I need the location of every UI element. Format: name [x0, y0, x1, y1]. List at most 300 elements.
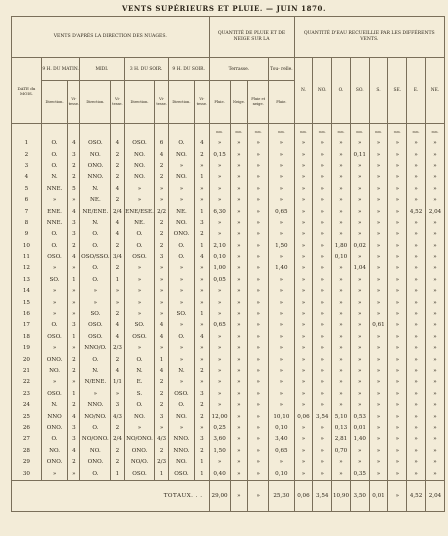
table-cell: 1 [155, 468, 168, 480]
table-cell: 1,80 [332, 241, 351, 252]
table-cell: » [294, 184, 313, 195]
table-cell: » [294, 172, 313, 183]
table-cell: 4 [195, 332, 209, 343]
table-cell: O. [41, 320, 67, 331]
table-cell: 1,40 [350, 434, 369, 445]
table-cell: » [313, 252, 332, 263]
table-cell: O. [168, 400, 194, 411]
table-cell: » [230, 354, 248, 365]
table-cell: » [425, 229, 444, 240]
date-cell: 29 [12, 457, 42, 468]
table-cell: » [248, 149, 269, 160]
table-cell: OSO. [168, 468, 194, 480]
table-cell: » [230, 297, 248, 308]
table-cell: » [124, 297, 155, 308]
table-cell: SO. [80, 309, 111, 320]
table-cell: 0,53 [350, 411, 369, 422]
table-cell: » [41, 286, 67, 297]
table-cell: » [425, 457, 444, 468]
date-cell: 7 [12, 206, 42, 217]
table-cell: » [369, 343, 388, 354]
table-cell: O. [41, 434, 67, 445]
table-cell: » [369, 286, 388, 297]
table-cell: » [332, 286, 351, 297]
table-cell: » [388, 229, 407, 240]
table-cell: » [195, 297, 209, 308]
table-cell: » [425, 218, 444, 229]
table-cell: » [269, 138, 294, 149]
table-cell: » [407, 320, 426, 331]
header-date: DATE du MOIS. [12, 58, 42, 124]
table-cell: 2/4 [111, 206, 124, 217]
table-cell: » [230, 400, 248, 411]
table-cell: » [269, 184, 294, 195]
table-cell: 2 [195, 411, 209, 422]
table-cell: » [124, 423, 155, 434]
table-cell: 0,25 [209, 423, 230, 434]
table-cell: ONO. [41, 354, 67, 365]
table-cell: » [407, 184, 426, 195]
page-title: VENTS SUPÉRIEURS ET PLUIE. — JUIN 1870. [121, 4, 327, 13]
table-cell: » [313, 320, 332, 331]
table-cell: » [388, 389, 407, 400]
table-cell: » [230, 411, 248, 422]
table-cell: 2 [195, 400, 209, 411]
table-cell: » [168, 423, 194, 434]
table-cell: 2 [111, 172, 124, 183]
table-cell: 2/3 [111, 343, 124, 354]
table-cell: » [369, 149, 388, 160]
table-cell: » [350, 172, 369, 183]
table-cell: » [425, 172, 444, 183]
table-cell: » [294, 389, 313, 400]
table-cell: » [407, 172, 426, 183]
table-cell: » [155, 286, 168, 297]
table-cell: NO. [168, 149, 194, 160]
table-cell: » [269, 229, 294, 240]
table-cell: » [269, 309, 294, 320]
table-cell: » [230, 161, 248, 172]
table-cell: OSO. [168, 389, 194, 400]
table-cell: 3,40 [269, 434, 294, 445]
table-cell: » [313, 149, 332, 160]
header-vitesse: Vi- tesse. [195, 81, 209, 124]
table-cell: » [407, 343, 426, 354]
table-cell: » [269, 332, 294, 343]
table-cell: » [388, 468, 407, 480]
table-cell: NO. [124, 161, 155, 172]
table-row [12, 241, 445, 252]
table-cell: » [350, 275, 369, 286]
table-cell: » [269, 275, 294, 286]
table-cell: O. [124, 400, 155, 411]
table-cell: » [388, 286, 407, 297]
table-cell: » [388, 332, 407, 343]
table-cell: 2 [68, 172, 80, 183]
table-cell: 0,35 [350, 468, 369, 480]
table-cell: 2 [111, 446, 124, 457]
table-cell: » [369, 366, 388, 377]
table-cell: » [425, 377, 444, 388]
date-cell: 4 [12, 172, 42, 183]
table-cell: » [294, 206, 313, 217]
header-9h-soir: 9 H. DU SOIR. [168, 58, 209, 81]
table-cell: » [168, 377, 194, 388]
date-cell: 5 [12, 184, 42, 195]
table-cell: » [407, 263, 426, 274]
table-cell: » [425, 366, 444, 377]
header-direction: Direction. [80, 81, 111, 124]
table-cell: S. [124, 389, 155, 400]
total-cell: » [230, 480, 248, 511]
table-cell: » [294, 400, 313, 411]
date-cell: 15 [12, 297, 42, 308]
total-cell: 0,06 [294, 480, 313, 511]
table-cell: ONO. [124, 446, 155, 457]
table-cell: » [124, 263, 155, 274]
table-cell: » [407, 434, 426, 445]
date-cell: 13 [12, 275, 42, 286]
table-cell: 0,15 [209, 149, 230, 160]
table-cell: » [369, 297, 388, 308]
header-direction: Direction. [124, 81, 155, 124]
table-cell: NO. [41, 366, 67, 377]
table-cell: » [68, 309, 80, 320]
table-cell: ONO. [80, 457, 111, 468]
table-row [12, 309, 445, 320]
table-cell: 1 [195, 468, 209, 480]
unit-label: mm. [230, 124, 248, 139]
table-cell: » [313, 218, 332, 229]
unit-label: mm. [313, 124, 332, 139]
table-cell: » [425, 286, 444, 297]
table-cell: » [332, 218, 351, 229]
table-cell: 2 [111, 354, 124, 365]
table-cell: NE. [124, 218, 155, 229]
table-cell: 2 [111, 161, 124, 172]
table-cell: » [332, 229, 351, 240]
table-cell: 1,50 [269, 241, 294, 252]
date-cell: 8 [12, 218, 42, 229]
table-cell: » [269, 286, 294, 297]
table-cell: » [369, 218, 388, 229]
table-cell: 4 [68, 138, 80, 149]
table-cell: » [407, 468, 426, 480]
table-cell: 2 [155, 172, 168, 183]
header-9h-matin: 9 H. DU MATIN. [41, 58, 80, 81]
table-cell: » [294, 241, 313, 252]
table-cell: » [313, 263, 332, 274]
table-cell: » [369, 457, 388, 468]
table-cell: » [369, 446, 388, 457]
table-row [12, 400, 445, 411]
table-cell: » [332, 343, 351, 354]
table-cell: O. [41, 149, 67, 160]
table-cell: » [269, 354, 294, 365]
table-row [12, 423, 445, 434]
table-cell: » [313, 389, 332, 400]
table-cell: » [407, 275, 426, 286]
table-cell: » [369, 389, 388, 400]
table-cell: » [369, 229, 388, 240]
table-cell: SO. [168, 309, 194, 320]
header-direction: Direction. [168, 81, 194, 124]
table-cell: 2 [155, 229, 168, 240]
table-cell: » [350, 389, 369, 400]
table-cell: » [111, 286, 124, 297]
table-cell: » [248, 172, 269, 183]
unit-label: mm. [269, 124, 294, 139]
unit-label: mm. [407, 124, 426, 139]
date-cell: 25 [12, 411, 42, 422]
table-cell: » [388, 252, 407, 263]
table-cell: 4/3 [111, 411, 124, 422]
table-cell: » [195, 343, 209, 354]
table-cell: » [332, 206, 351, 217]
table-cell: » [313, 229, 332, 240]
table-cell: 2,10 [209, 241, 230, 252]
table-cell: » [269, 149, 294, 160]
table-cell: » [388, 138, 407, 149]
table-cell: » [248, 138, 269, 149]
table-row [12, 195, 445, 206]
table-cell: 2 [68, 366, 80, 377]
table-cell: » [425, 275, 444, 286]
total-cell: 3,50 [350, 480, 369, 511]
table-cell: N. [168, 366, 194, 377]
table-cell: 2,04 [425, 206, 444, 217]
table-cell: » [425, 161, 444, 172]
table-cell: » [230, 195, 248, 206]
table-cell: » [41, 195, 67, 206]
table-cell: » [248, 468, 269, 480]
table-cell: » [248, 275, 269, 286]
table-cell: 2/3 [155, 457, 168, 468]
table-cell: » [313, 400, 332, 411]
table-cell: » [332, 389, 351, 400]
table-cell: OSO. [124, 252, 155, 263]
table-cell: 0,06 [294, 411, 313, 422]
total-cell: 0,01 [369, 480, 388, 511]
table-cell: » [230, 184, 248, 195]
table-cell: » [425, 332, 444, 343]
table-cell: » [425, 446, 444, 457]
table-cell: NNO. [168, 434, 194, 445]
table-cell: 12,00 [209, 411, 230, 422]
table-cell: » [168, 354, 194, 365]
table-cell: » [313, 297, 332, 308]
table-cell: » [209, 138, 230, 149]
table-cell: NNE. [41, 218, 67, 229]
table-cell: » [209, 297, 230, 308]
table-cell: » [332, 332, 351, 343]
table-cell: 4/3 [155, 434, 168, 445]
table-cell: » [350, 195, 369, 206]
table-cell: » [332, 149, 351, 160]
table-cell: » [230, 468, 248, 480]
table-cell: » [425, 297, 444, 308]
table-cell: 3,54 [313, 411, 332, 422]
table-cell: 4 [111, 229, 124, 240]
table-cell: 1 [111, 275, 124, 286]
table-cell: » [209, 172, 230, 183]
table-cell: 0,02 [350, 241, 369, 252]
header-3h-soir: 3 H. DU SOIR. [124, 58, 168, 81]
table-cell: 3,60 [209, 434, 230, 445]
table-cell: 4 [68, 411, 80, 422]
table-cell: » [425, 468, 444, 480]
table-cell: ONO. [41, 423, 67, 434]
table-cell: » [248, 400, 269, 411]
table-cell: » [269, 297, 294, 308]
table-cell: NNO. [80, 172, 111, 183]
table-cell: 5,10 [332, 411, 351, 422]
table-cell: » [248, 332, 269, 343]
table-cell: » [388, 149, 407, 160]
table-cell: » [230, 434, 248, 445]
table-cell: » [195, 195, 209, 206]
table-cell: » [407, 297, 426, 308]
table-cell: » [350, 184, 369, 195]
table-cell: » [425, 263, 444, 274]
table-cell: OSO. [124, 138, 155, 149]
table-cell: » [294, 377, 313, 388]
table-cell: » [168, 286, 194, 297]
table-cell: 1,50 [209, 446, 230, 457]
table-cell: 5 [68, 184, 80, 195]
table-row [12, 172, 445, 183]
table-cell: » [269, 457, 294, 468]
table-cell: O. [168, 252, 194, 263]
table-cell: 0,70 [332, 446, 351, 457]
table-cell: » [195, 320, 209, 331]
table-cell: » [332, 468, 351, 480]
table-cell: » [350, 343, 369, 354]
table-cell: » [369, 377, 388, 388]
unit-label: mm. [248, 124, 269, 139]
table-cell: 1/1 [111, 377, 124, 388]
header-tourelle-pluie-col: Pluie. [269, 81, 294, 124]
table-cell: » [168, 184, 194, 195]
date-cell: 6 [12, 195, 42, 206]
table-cell: » [41, 468, 67, 480]
table-cell: 1 [155, 354, 168, 365]
table-cell: » [350, 354, 369, 365]
table-cell: » [369, 275, 388, 286]
table-cell: » [269, 252, 294, 263]
table-cell: » [407, 252, 426, 263]
table-cell: » [111, 389, 124, 400]
table-cell: » [230, 320, 248, 331]
date-cell: 24 [12, 400, 42, 411]
table-cell: » [350, 332, 369, 343]
table-cell: O. [124, 241, 155, 252]
table-cell: » [248, 184, 269, 195]
table-cell: 2/4 [111, 434, 124, 445]
date-cell: 9 [12, 229, 42, 240]
table-cell: » [230, 138, 248, 149]
table-cell: » [369, 195, 388, 206]
table-cell: 3 [195, 389, 209, 400]
table-cell: 2 [68, 241, 80, 252]
table-cell: NNO [41, 411, 67, 422]
table-cell: » [369, 434, 388, 445]
table-cell: 2 [155, 400, 168, 411]
table-cell: » [209, 332, 230, 343]
table-cell: 6 [155, 138, 168, 149]
table-cell: 1 [111, 468, 124, 480]
table-cell: » [294, 343, 313, 354]
date-cell: 2 [12, 149, 42, 160]
table-cell: 4,52 [407, 206, 426, 217]
date-cell: 23 [12, 389, 42, 400]
table-cell: » [388, 354, 407, 365]
table-cell: » [294, 138, 313, 149]
table-cell: OSO/SSO. [80, 252, 111, 263]
table-cell: » [209, 195, 230, 206]
unit-label: mm. [388, 124, 407, 139]
table-cell: 3 [68, 434, 80, 445]
table-cell: » [269, 195, 294, 206]
table-cell: » [68, 343, 80, 354]
table-cell: » [407, 354, 426, 365]
table-cell: 4 [68, 446, 80, 457]
table-cell: 0,40 [209, 468, 230, 480]
table-cell: NO/NO. [80, 411, 111, 422]
table-cell: N. [80, 184, 111, 195]
table-cell: » [209, 389, 230, 400]
table-cell: » [248, 434, 269, 445]
date-cell: 18 [12, 332, 42, 343]
table-cell: NO. [80, 446, 111, 457]
table-cell: » [313, 184, 332, 195]
table-cell: » [294, 195, 313, 206]
table-cell: » [294, 468, 313, 480]
table-cell: 1 [195, 172, 209, 183]
table-cell: » [313, 309, 332, 320]
table-row [12, 149, 445, 160]
table-cell: 0,05 [209, 275, 230, 286]
date-cell: 16 [12, 309, 42, 320]
table-cell: » [269, 377, 294, 388]
table-cell: » [407, 377, 426, 388]
table-cell: » [369, 354, 388, 365]
table-cell: 6,30 [209, 206, 230, 217]
totals-label: TOTAUX. . . [12, 480, 210, 511]
table-cell: 2,81 [332, 434, 351, 445]
table-cell: » [230, 457, 248, 468]
table-cell: » [248, 411, 269, 422]
table-cell: » [294, 252, 313, 263]
table-cell: » [313, 446, 332, 457]
table-cell: » [294, 161, 313, 172]
table-cell: » [313, 468, 332, 480]
table-cell: » [332, 366, 351, 377]
table-cell: 2 [111, 241, 124, 252]
table-cell: 4 [155, 320, 168, 331]
table-cell: » [209, 184, 230, 195]
header-pluie-col: Pluie. [209, 81, 230, 124]
table-cell: 2 [68, 457, 80, 468]
table-cell: 2 [155, 446, 168, 457]
table-cell: 1 [195, 309, 209, 320]
table-cell: » [269, 343, 294, 354]
table-cell: » [388, 377, 407, 388]
unit-label: mm. [294, 124, 313, 139]
table-row [12, 389, 445, 400]
table-cell: » [388, 195, 407, 206]
table-cell: 1 [68, 275, 80, 286]
